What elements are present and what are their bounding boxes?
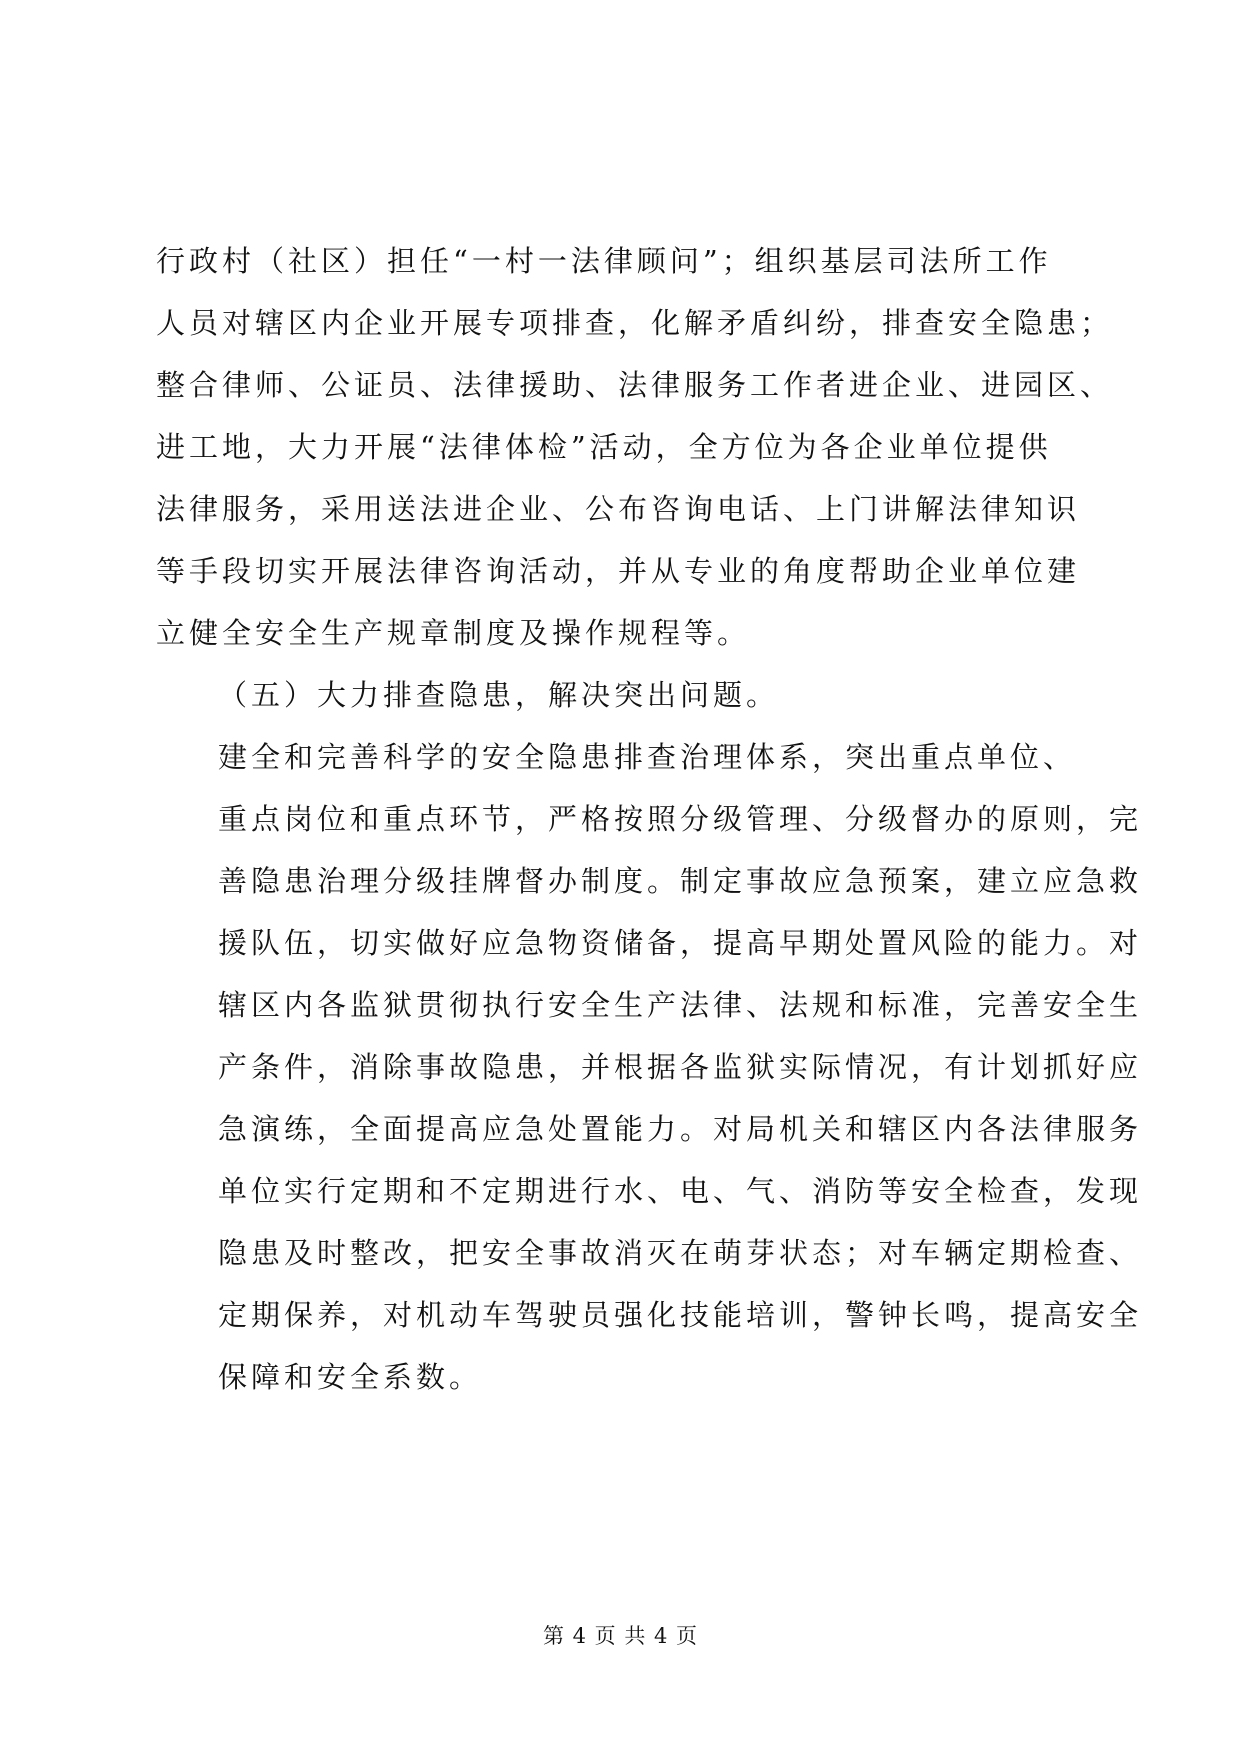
section-heading-five: [156, 664, 1086, 726]
text-line: 立健全安全生产规章制度及操作规程等。: [156, 616, 751, 650]
text-line: 隐患及时整改，把安全事故消灭在萌芽状态；对车辆定期检查、: [218, 1236, 1143, 1270]
text-line: 人员对辖区内企业开展专项排查，化解矛盾纠纷，排查安全隐患；: [156, 306, 1114, 340]
text-line: 等手段切实开展法律咨询活动，并从专业的角度帮助企业单位建: [156, 554, 1081, 588]
text-line: 整合律师、公证员、法律援助、法律服务工作者进企业、进园区、: [156, 368, 1114, 402]
text-line: 急演练，全面提高应急处置能力。对局机关和辖区内各法律服务: [218, 1112, 1143, 1146]
text-line: 法律服务，采用送法进企业、公布咨询电话、上门讲解法律知识: [156, 492, 1081, 526]
text-line: 善隐患治理分级挂牌督办制度。制定事故应急预案，建立应急救: [218, 864, 1143, 898]
text-line: 保障和安全系数。: [218, 1360, 483, 1394]
paragraph-legal-services: [156, 230, 1114, 664]
text-line: 定期保养，对机动车驾驶员强化技能培训，警钟长鸣，提高安全: [218, 1298, 1143, 1332]
text-line: 建全和完善科学的安全隐患排查治理体系，突出重点单位、: [218, 740, 1077, 774]
text-line: 援队伍，切实做好应急物资储备，提高早期处置风险的能力。对: [218, 926, 1143, 960]
text-line: 单位实行定期和不定期进行水、电、气、消防等安全检查，发现: [218, 1174, 1143, 1208]
text-line: 进工地，大力开展“法律体检”活动，全方位为各企业单位提供: [156, 430, 1052, 464]
text-line: 辖区内各监狱贯彻执行安全生产法律、法规和标准，完善安全生: [218, 988, 1143, 1022]
text-line: 行政村（社区）担任“一村一法律顾问”；组织基层司法所工作: [156, 244, 1052, 278]
page-footer: 第 4 页 共 4 页: [542, 1624, 699, 1648]
document-body: [156, 230, 1143, 1408]
text-line: 产条件，消除事故隐患，并根据各监狱实际情况，有计划抓好应: [218, 1050, 1143, 1084]
text-line: 重点岗位和重点环节，严格按照分级管理、分级督办的原则，完: [218, 802, 1143, 836]
paragraph-hazard-inspection: [156, 726, 1143, 1408]
text-line: （五）大力排查隐患，解决突出问题。: [218, 678, 780, 712]
